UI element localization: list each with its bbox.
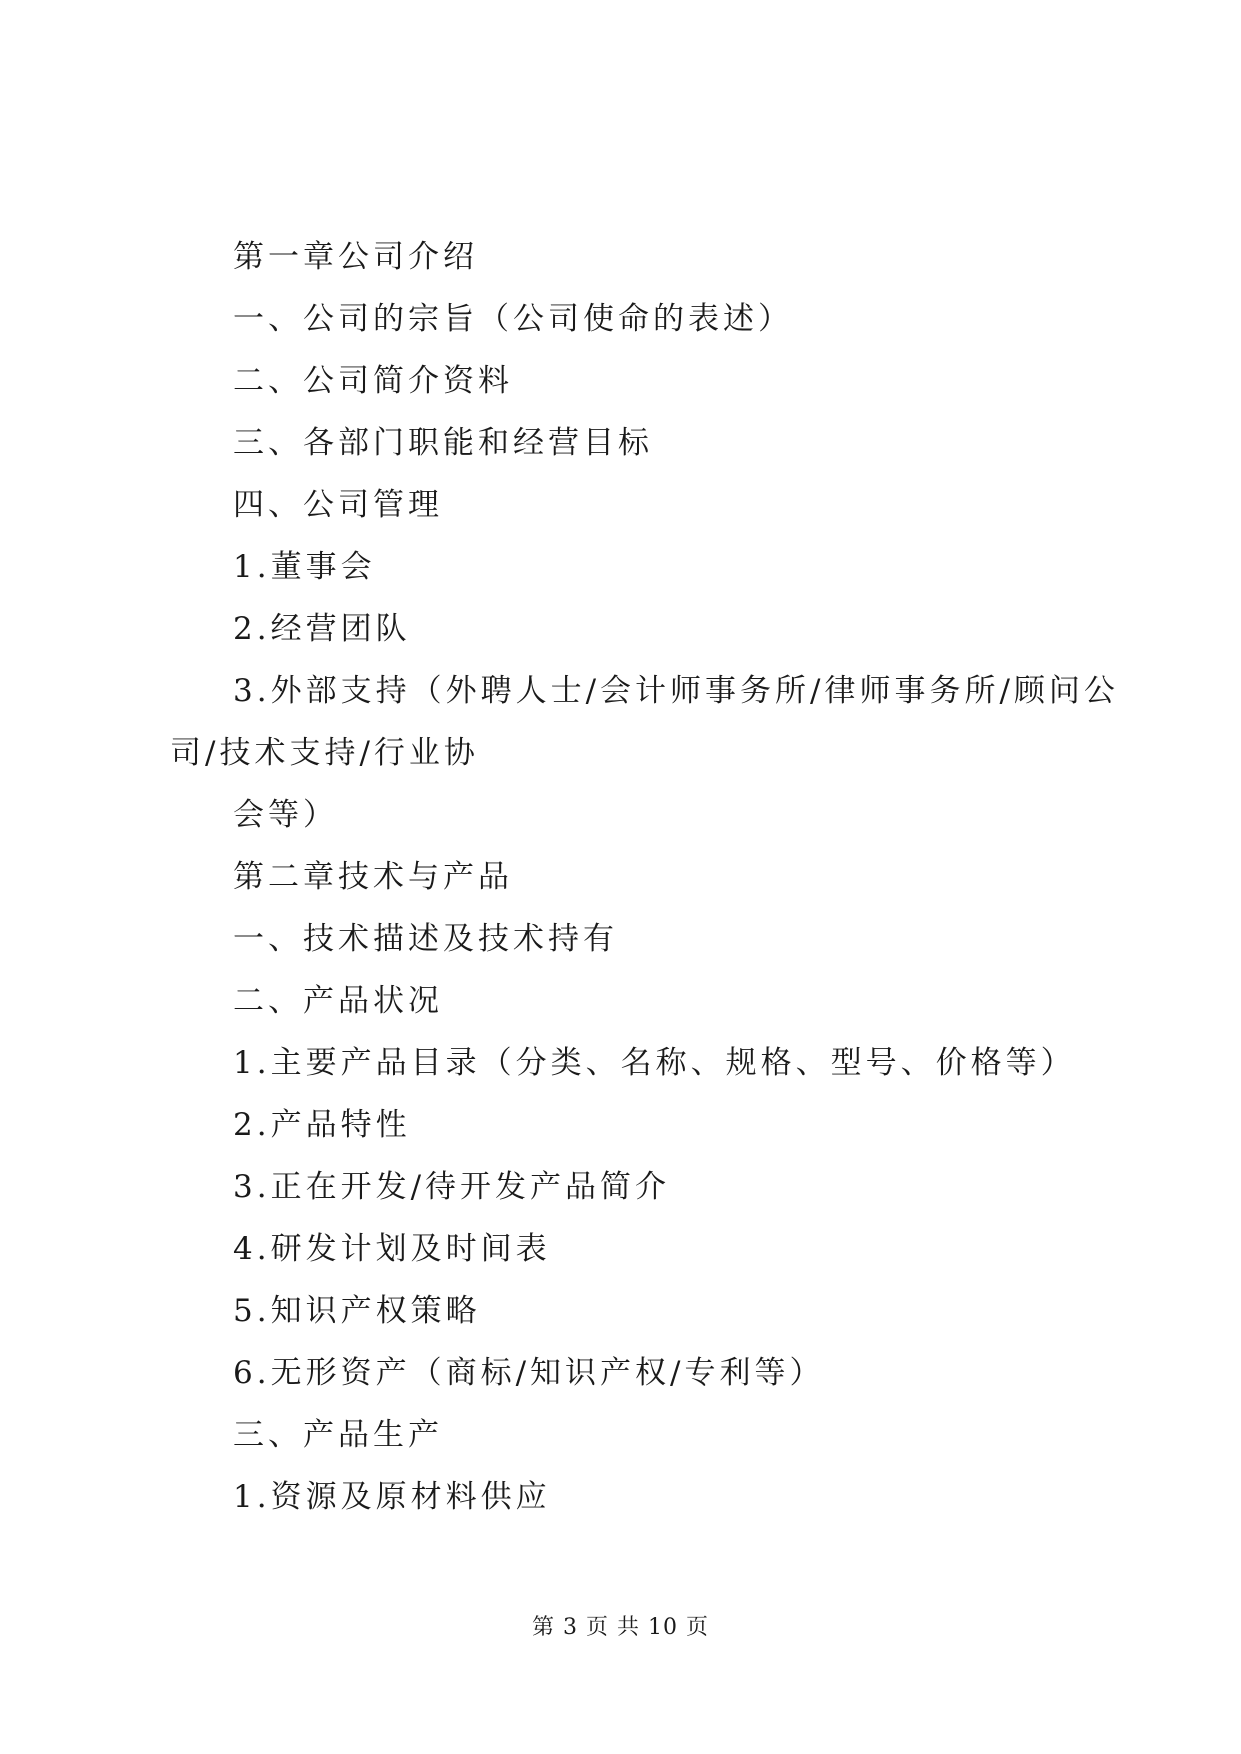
section-heading: 一、技术描述及技术持有 xyxy=(233,921,618,957)
page-number-footer: 第 3 页 共 10 页 xyxy=(532,1615,709,1640)
list-item: 2.产品特性 xyxy=(233,1107,411,1143)
list-item-continuation: 会等） xyxy=(233,797,338,833)
chapter-heading: 第一章公司介绍 xyxy=(233,239,478,275)
list-item: 4.研发计划及时间表 xyxy=(233,1231,551,1267)
section-heading: 三、产品生产 xyxy=(233,1417,443,1453)
list-item: 1.主要产品目录（分类、名称、规格、型号、价格等） xyxy=(233,1045,1076,1081)
section-heading: 一、公司的宗旨（公司使命的表述） xyxy=(233,301,793,337)
list-item-continuation: 司/技术支持/行业协 xyxy=(170,735,479,771)
chapter-heading: 第二章技术与产品 xyxy=(233,859,513,895)
document-body xyxy=(170,226,1119,1528)
list-item: 3.正在开发/待开发产品简介 xyxy=(233,1169,671,1205)
section-heading: 二、公司简介资料 xyxy=(233,363,513,399)
list-item: 5.知识产权策略 xyxy=(233,1293,481,1329)
section-heading: 二、产品状况 xyxy=(233,983,443,1019)
list-item: 1.资源及原材料供应 xyxy=(233,1479,551,1515)
section-heading: 三、各部门职能和经营目标 xyxy=(233,425,653,461)
list-item: 6.无形资产（商标/知识产权/专利等） xyxy=(233,1355,825,1391)
list-item: 3.外部支持（外聘人士/会计师事务所/律师事务所/顾问公 xyxy=(233,673,1119,709)
section-heading: 四、公司管理 xyxy=(233,487,443,523)
list-item: 2.经营团队 xyxy=(233,611,411,647)
list-item: 1.董事会 xyxy=(233,549,376,585)
